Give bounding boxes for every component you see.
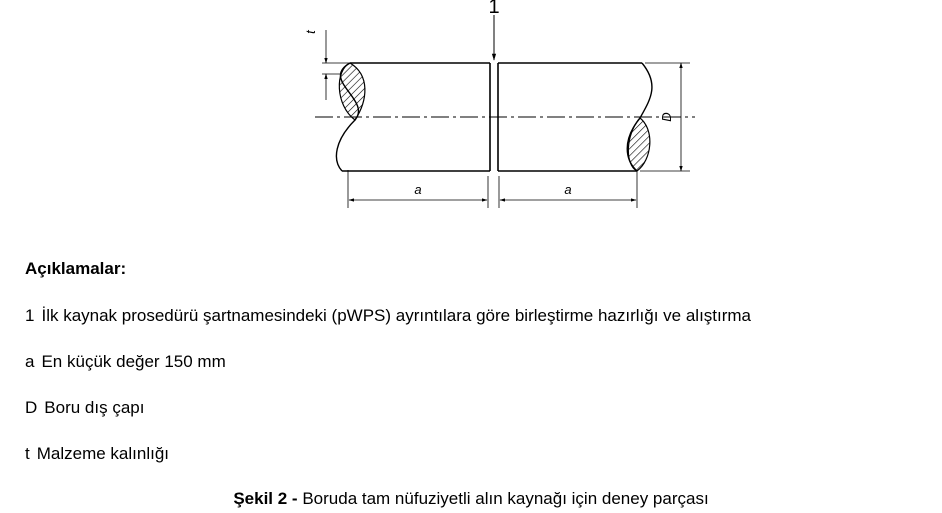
legend-item-a	[25, 352, 226, 372]
legend-symbol: a	[25, 352, 35, 371]
dimension-D-label: D	[659, 112, 674, 122]
legend-title: Açıklamalar:	[25, 259, 127, 278]
figure-caption-label: Şekil 2 -	[233, 489, 298, 508]
legend-symbol: D	[25, 398, 38, 417]
legend-item-t	[25, 444, 169, 464]
callout-1-label: 1	[488, 0, 500, 18]
legend-text: Boru dış çapı	[44, 398, 145, 417]
figure-caption-text: Boruda tam nüfuziyetli alın kaynağı için deney parçası	[302, 489, 709, 508]
legend-text: Malzeme kalınlığı	[36, 444, 170, 463]
legend-item-1	[25, 306, 751, 326]
dimension-t-label: t	[303, 30, 318, 34]
dimension-a-right-label: a	[564, 182, 572, 197]
legend-item-D	[25, 398, 144, 418]
figure-caption	[0, 489, 942, 509]
legend-symbol: t	[25, 444, 30, 463]
legend-text: En küçük değer 150 mm	[41, 352, 226, 371]
dimension-a-left	[348, 170, 488, 208]
legend-text: İlk kaynak prosedürü şartnamesindeki (pWPS) ayrıntılara göre birleştirme hazırlığı ve alıştırma	[41, 306, 752, 325]
callout-1	[488, 0, 499, 60]
dimension-a-right	[499, 170, 637, 208]
dimension-a-left-label: a	[414, 182, 422, 197]
legend-symbol: 1	[25, 306, 35, 325]
pipe-test-piece-drawing	[0, 0, 942, 230]
